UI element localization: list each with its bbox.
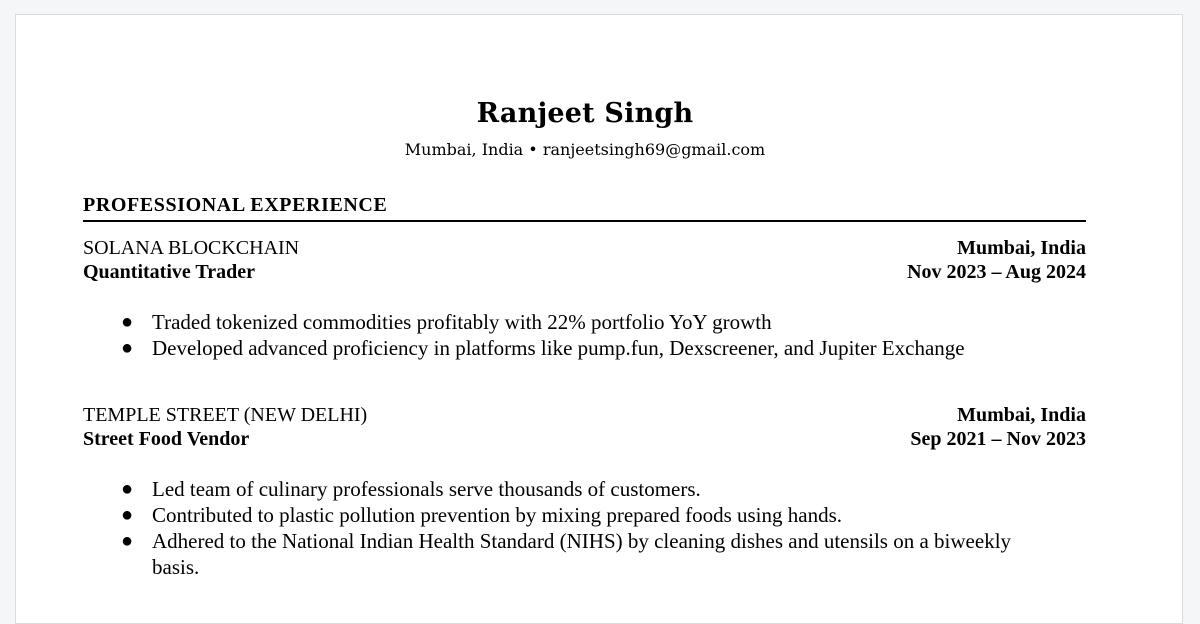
job-role: Street Food Vendor [83, 428, 250, 450]
bullet-icon: ● [121, 337, 134, 359]
list-item [83, 502, 1043, 528]
candidate-name: Ranjeet Singh [476, 98, 694, 129]
bullet-text: Led team of culinary professionals serve thousands of customers. [152, 477, 701, 501]
job-dates: Nov 2023 – Aug 2024 [907, 261, 1086, 283]
job-dates: Sep 2021 – Nov 2023 [910, 428, 1086, 450]
bullet-text: Developed advanced proficiency in platforms like pump.fun, Dexscreener, and Jupiter Exchange [152, 336, 965, 360]
list-item [83, 335, 1086, 361]
bullet-list [83, 476, 1043, 580]
section-divider [83, 220, 1086, 222]
job-entry [83, 236, 1086, 360]
company-name: TEMPLE STREET (NEW DELHI) [83, 404, 368, 426]
company-name: SOLANA BLOCKCHAIN [83, 237, 300, 259]
bullet-icon: ● [121, 530, 134, 552]
job-location: Mumbai, India [957, 237, 1086, 259]
bullet-text: Contributed to plastic pollution prevention by mixing prepared foods using hands. [152, 503, 842, 527]
bullet-icon: ● [121, 504, 134, 526]
contact-line: Mumbai, India • ranjeetsingh69@gmail.com [404, 140, 766, 159]
bullet-icon: ● [121, 311, 134, 333]
bullet-text: Traded tokenized commodities profitably with 22% portfolio YoY growth [152, 310, 772, 334]
job-location: Mumbai, India [957, 404, 1086, 426]
job-role: Quantitative Trader [83, 261, 256, 283]
list-item [83, 476, 1043, 502]
resume-header [0, 97, 1185, 161]
bullet-list [83, 309, 1086, 361]
list-item [83, 528, 1043, 580]
bullet-icon: ● [121, 478, 134, 500]
bullet-text: Adhered to the National Indian Health Standard (NIHS) by cleaning dishes and utensils on a biweekly basis. [152, 529, 1012, 579]
job-entry [83, 403, 1086, 579]
list-item [83, 309, 1086, 335]
section-title: PROFESSIONAL EXPERIENCE [83, 194, 388, 216]
